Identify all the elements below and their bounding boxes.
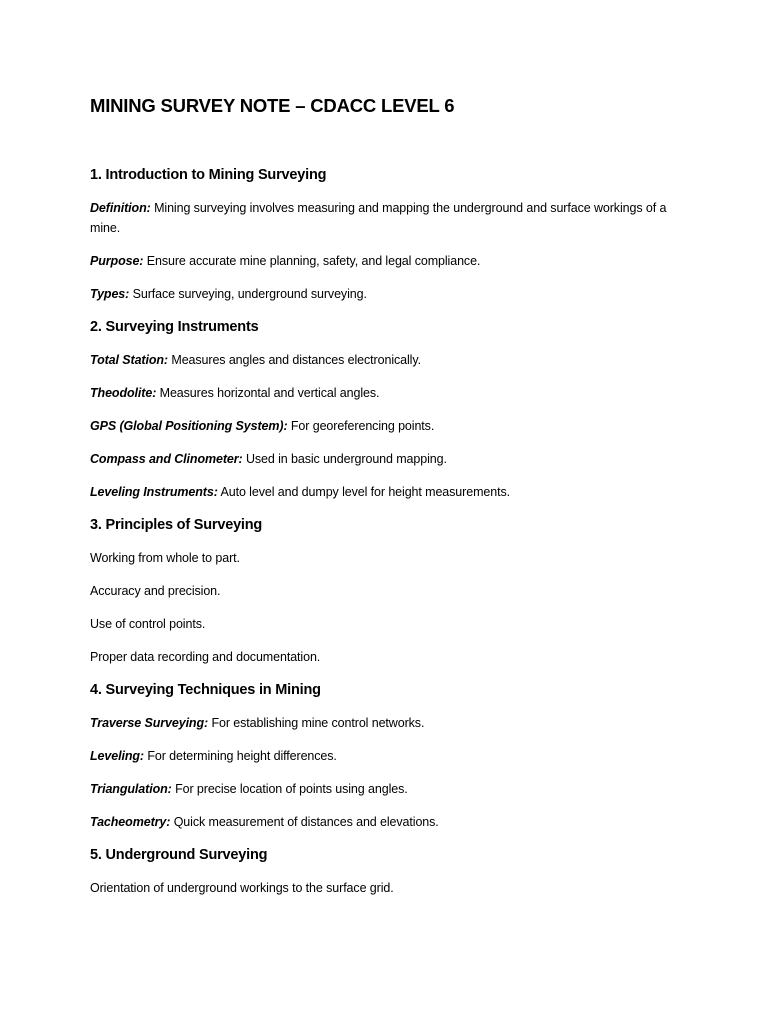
section-heading: 3. Principles of Surveying xyxy=(90,517,263,533)
document-title: MINING SURVEY NOTE – CDACC LEVEL 6 xyxy=(90,95,455,116)
paragraph-text: Accuracy and precision. xyxy=(90,584,221,598)
paragraph-term: Purpose: xyxy=(90,254,144,268)
paragraph-text: Mining surveying involves measuring and mapping the underground and surface workings of a mine. xyxy=(90,201,667,235)
paragraph xyxy=(90,416,680,436)
paragraph-text: For establishing mine control networks. xyxy=(211,716,425,730)
paragraph-term: Tacheometry: xyxy=(90,815,171,829)
paragraph-text: Ensure accurate mine planning, safety, and legal compliance. xyxy=(146,254,481,268)
paragraph xyxy=(90,383,680,403)
paragraph-text: For precise location of points using angles. xyxy=(175,782,408,796)
paragraph-term: Leveling: xyxy=(90,749,144,763)
section-heading: 2. Surveying Instruments xyxy=(90,319,259,335)
paragraph-term: Triangulation: xyxy=(90,782,172,796)
section-heading: 5. Underground Surveying xyxy=(90,847,268,863)
paragraph-text: Used in basic underground mapping. xyxy=(245,452,447,466)
section-heading: 4. Surveying Techniques in Mining xyxy=(90,682,321,698)
paragraph xyxy=(90,746,680,766)
paragraph-term: GPS (Global Positioning System): xyxy=(90,419,288,433)
paragraph xyxy=(90,548,680,568)
paragraph-term: Traverse Surveying: xyxy=(90,716,209,730)
paragraph xyxy=(90,713,680,733)
paragraph xyxy=(90,878,680,898)
section xyxy=(90,515,680,667)
paragraph xyxy=(90,647,680,667)
paragraph-term: Theodolite: xyxy=(90,386,157,400)
section xyxy=(90,317,680,502)
paragraph-text: For determining height differences. xyxy=(147,749,337,763)
paragraph xyxy=(90,198,680,238)
paragraph xyxy=(90,581,680,601)
paragraph-term: Definition: xyxy=(90,201,151,215)
paragraph-text: Surface surveying, underground surveying. xyxy=(132,287,367,301)
paragraph xyxy=(90,812,680,832)
paragraph xyxy=(90,449,680,469)
paragraph xyxy=(90,779,680,799)
paragraph-text: Proper data recording and documentation. xyxy=(90,650,321,664)
document-sections xyxy=(90,165,680,898)
paragraph-text: Quick measurement of distances and elevations. xyxy=(173,815,439,829)
paragraph xyxy=(90,350,680,370)
paragraph xyxy=(90,251,680,271)
paragraph-text: Auto level and dumpy level for height measurements. xyxy=(220,485,510,499)
paragraph-term: Leveling Instruments: xyxy=(90,485,218,499)
paragraph-term: Total Station: xyxy=(90,353,168,367)
paragraph-term: Types: xyxy=(90,287,130,301)
paragraph-text: Working from whole to part. xyxy=(90,551,240,565)
section-heading: 1. Introduction to Mining Surveying xyxy=(90,167,327,183)
paragraph xyxy=(90,614,680,634)
paragraph-text: Measures angles and distances electronically. xyxy=(171,353,421,367)
paragraph xyxy=(90,284,680,304)
section xyxy=(90,845,680,898)
paragraph-text: For georeferencing points. xyxy=(290,419,435,433)
paragraph-text: Orientation of underground workings to the surface grid. xyxy=(90,881,394,895)
section xyxy=(90,680,680,832)
section xyxy=(90,165,680,304)
paragraph xyxy=(90,482,680,502)
document-content xyxy=(90,94,680,911)
paragraph-text: Measures horizontal and vertical angles. xyxy=(159,386,380,400)
paragraph-text: Use of control points. xyxy=(90,617,206,631)
paragraph-term: Compass and Clinometer: xyxy=(90,452,243,466)
